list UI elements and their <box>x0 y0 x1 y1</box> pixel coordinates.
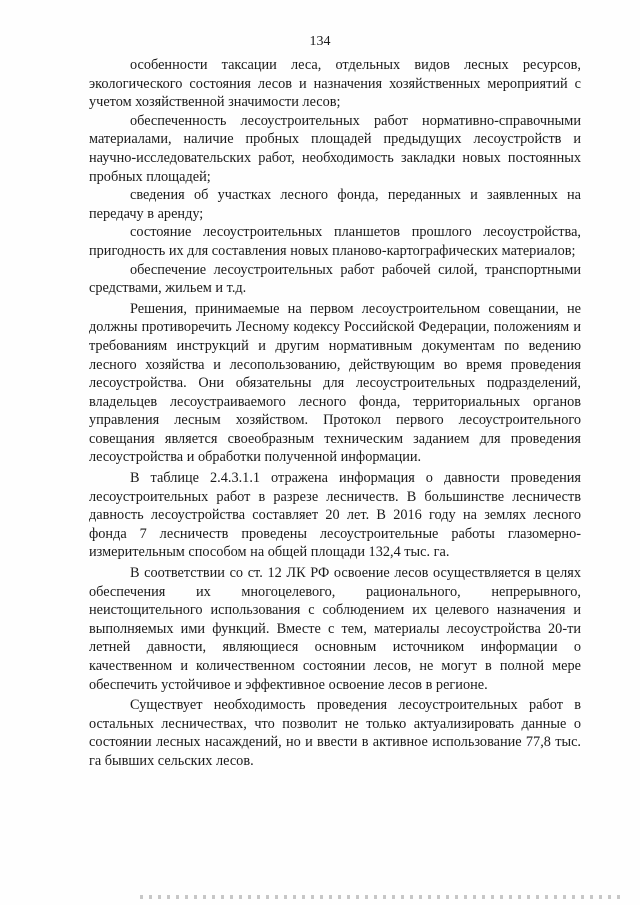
paragraph-taxation-features: особенности таксации леса, отдельных видов лесных ресурсов, экологического состояния лесов и назначения хозяйственных мероприятий с учетом хозяйственной значимости лесов; <box>89 57 581 111</box>
paragraph-conclusion: Существует необходимость проведения лесоустроительных работ в остальных лесничествах, что позволит не только актуализировать данные о состоянии лесных насаждений, но и ввести в активное использование 77,8 тыс. га бывших сельских лесов. <box>89 697 581 769</box>
paragraph-table-reference: В таблице 2.4.3.1.1 отражена информация о давности проведения лесоустроительных работ в разрезе лесничеств. В большинстве лесничеств давность лесоустройства составляет 20 лет. В 2016 году на землях лесного фонда 7 лесничеств проведены лесоустроительные работы глазомерно-измерительным способом на общей площади 132,4 тыс. га. <box>89 470 581 561</box>
paragraph-workforce: обеспечение лесоустроительных работ рабочей силой, транспортными средствами, жильем и т.д. <box>89 261 581 297</box>
paragraph-meeting-decisions: Решения, принимаемые на первом лесоустроительном совещании, не должны противоречить Лесному кодексу Российской Федерации, положениям и требованиям инструкций и другим нормативным документам по ведению лесного хозяйства и лесопользованию, действующим во время проведения лесоустройства. Они обязательны для лесоустроительных подразделений, владельцев лесоустраиваемого лесного фонда, территориальных органов управления лесным хозяйством. Протокол первого лесоустроительного совещания является своеобразным техническим заданием для проведения лесоустройства и обработки полученной информации. <box>89 300 581 466</box>
document-body <box>89 56 581 771</box>
paragraph-reference-materials: обеспеченность лесоустроительных работ нормативно-справочными материалами, наличие пробных площадей предыдущих лесоустройств и научно-исследовательских работ, необходимость закладки новых постоянных пробных площадей; <box>89 112 581 185</box>
paragraph-lease-plots: сведения об участках лесного фонда, переданных и заявленных на передачу в аренду; <box>89 187 581 222</box>
paragraph-forest-code: В соответствии со ст. 12 ЛК РФ освоение лесов осуществляется в целях обеспечения их многоцелевого, рационального, непрерывного, неистощительного использования с соблюдением их целевого назначения и выполняемых ими функций. Вместе с тем, материалы лесоустройства 20-ти летней давности, являющиеся основным источником информации о качественном и количественном состоянии лесов, не могут в полной мере обеспечить устойчивое и эффективное освоение лесов в регионе. <box>89 565 581 693</box>
page-number: 134 <box>309 34 331 49</box>
paragraph-planshets: состояние лесоустроительных планшетов прошлого лесоустройства, пригодность их для составления новых планово-картографических материалов; <box>89 224 581 259</box>
scan-artifact-line <box>140 895 620 899</box>
